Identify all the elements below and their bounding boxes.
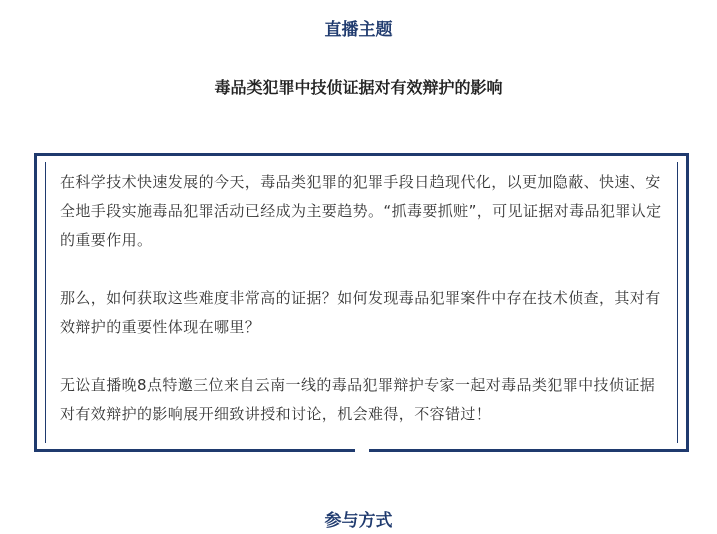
intro-text-block: [60, 168, 668, 429]
intro-paragraph-3: 无讼直播晚8点特邀三位来自云南一线的毒品犯罪辩护专家一起对毒品类犯罪中技侦证据对有效辩护的影响展开细致讲授和讨论，机会难得，不容错过！: [60, 376, 656, 423]
live-topic-heading: 直播主题: [324, 20, 393, 40]
live-topic-title: 毒品类犯罪中技侦证据对有效辩护的影响: [214, 78, 503, 97]
frame-bottom-gap: [355, 443, 369, 453]
intro-paragraph-2: 那么，如何获取这些难度非常高的证据？如何发现毒品犯罪案件中存在技术侦查，其对有效辩护的重要性体现在哪里？: [60, 289, 661, 336]
participation-heading: 参与方式: [324, 511, 393, 531]
intro-paragraph-1: 在科学技术快速发展的今天，毒品类犯罪的犯罪手段日趋现代化，以更加隐蔽、快速、安全地手段实施毒品犯罪活动已经成为主要趋势。“抓毒要抓赃”，可见证据对毒品犯罪认定的重要作用。: [60, 173, 662, 249]
